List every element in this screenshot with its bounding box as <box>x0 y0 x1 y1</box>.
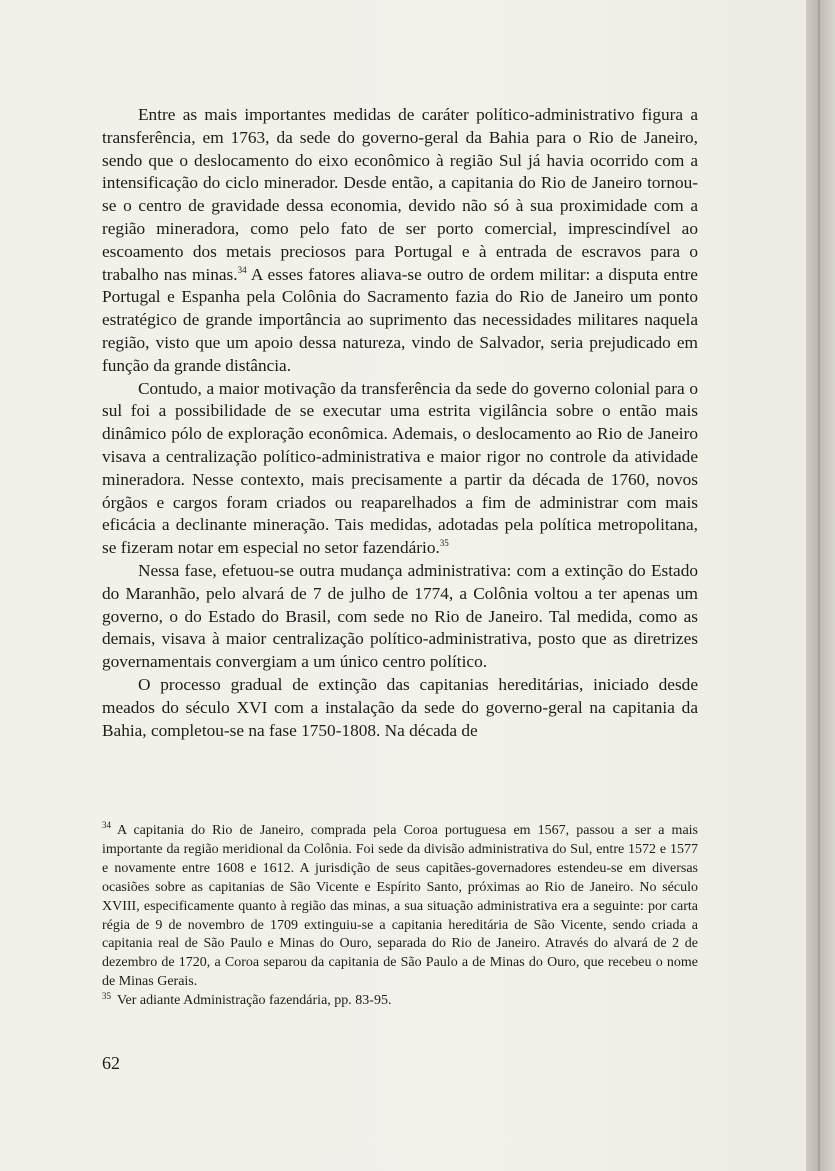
footnote-reference: 34 <box>237 264 247 275</box>
paragraph-text: O processo gradual de extinção das capitanias hereditárias, iniciado desde meados do século XVI com a instalação da sede do governo-geral na capitania da Bahia, completou-se na fase 1750-1808. Na década de <box>102 674 698 740</box>
paragraph-text: Contudo, a maior motivação da transferência da sede do governo colonial para o sul foi a possibilidade de se executar uma estrita vigilância sobre o então mais dinâmico pólo de exploração econômica. Ademais, o deslocamento ao Rio de Janeiro visava a centralização político-administrativa e maior rigor no controle da atividade mineradora. Nesse contexto, mais precisamente a partir da década de 1760, novos órgãos e cargos foram criados ou reaparelhados a fim de administrar com mais eficácia a declinante mineração. Tais medidas, adotadas pela política metropolitana, se fizeram notar em especial no setor fazendário. <box>102 378 698 558</box>
paragraph-text: Nessa fase, efetuou-se outra mudança administrativa: com a extinção do Estado do Maranhão, pelo alvará de 7 de julho de 1774, a Colônia voltou a ter apenas um governo, o do Estado do Brasil, com sede no Rio de Janeiro. Tal medida, como as demais, visava à maior centralização político-administrativa, posto que as diretrizes governamentais convergiam a um único centro político. <box>102 560 698 672</box>
page-edge-line <box>818 0 820 1171</box>
footnote-mark: 34 <box>102 820 111 831</box>
page-number: 62 <box>102 1053 120 1073</box>
paragraph-2 <box>102 378 698 560</box>
page-edge-shadow <box>806 0 835 1171</box>
paragraph-4 <box>102 674 698 742</box>
footnote-text: Ver adiante Administração fazendária, pp. 83-95. <box>117 993 392 1009</box>
main-text <box>102 104 698 742</box>
footnote-35 <box>102 992 698 1011</box>
footnote-reference: 35 <box>439 538 449 549</box>
paragraph-1 <box>102 104 698 378</box>
footnote-34 <box>102 822 698 992</box>
footnotes <box>102 822 698 1011</box>
paragraph-3 <box>102 560 698 674</box>
footnote-text: A capitania do Rio de Janeiro, comprada pela Coroa portuguesa em 1567, passou a ser a mais importante da região meridional da Colônia. Foi sede da divisão administrativa do Sul, entre 1572 e 1577 e novamente entre 1608 e 1612. A jurisdição de seus capitães-governadores estendeu-se em diversas ocasiões sobre as capitanias de São Vicente e Espírito Santo, próximas ao Rio de Janeiro. No século XVIII, especificamente quanto à região das minas, a sua situação administrativa era a seguinte: por carta régia de 9 de novembro de 1709 extinguiu-se a capitania hereditária de São Vicente, sendo criada a capitania real de São Paulo e Minas do Ouro, separada do Rio de Janeiro. Através do alvará de 2 de dezembro de 1720, a Coroa separou da capitania de São Paulo a de Minas do Ouro, que recebeu o nome de Minas Gerais. <box>102 823 698 990</box>
paragraph-text: A esses fatores aliava-se outro de ordem militar: a disputa entre Portugal e Espanha pela Colônia do Sacramento fazia do Rio de Janeiro um ponto estratégico de grande importância ao suprimento das necessidades militares naquela região, visto que um apoio dessa natureza, vindo de Salvador, seria prejudicado em função da grande distância. <box>102 264 698 375</box>
footnote-mark: 35 <box>102 990 111 1001</box>
paragraph-text: Entre as mais importantes medidas de caráter político-administrativo figura a transferência, em 1763, da sede do governo-geral da Bahia para o Rio de Janeiro, sendo que o deslocamento do eixo econômico à região Sul já havia ocorrido com a intensificação do ciclo minerador. Desde então, a capitania do Rio de Janeiro tornou-se o centro de gravidade dessa economia, devido não só à sua proximidade com a região mineradora, como pelo fato de ser porto comercial, imprescindível ao escoamento dos metais preciosos para Portugal e à entrada de escravos para o trabalho nas minas. <box>102 105 698 284</box>
